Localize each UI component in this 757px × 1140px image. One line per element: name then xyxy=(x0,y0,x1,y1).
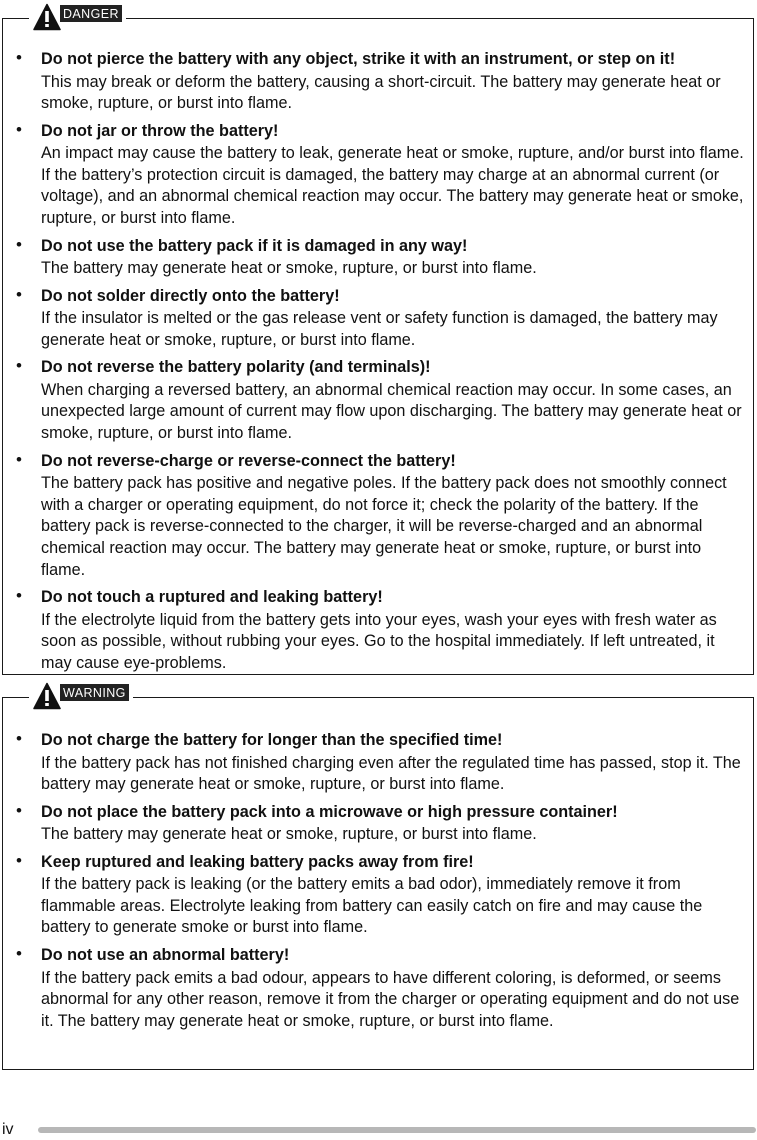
item-title: Do not use the battery pack if it is damaged in any way! xyxy=(41,236,468,255)
list-item xyxy=(3,800,753,846)
item-body: The battery pack has positive and negative poles. If the battery pack does not smoothly connect with a charger or operating equipment, do not force it; check the polarity of the battery. If the battery pack is reverse-connected to the charger, it will be reverse-charged and an abnormal chemical reaction may occur. The battery may generate heat or smoke, rupture, or burst into flame. xyxy=(41,474,727,579)
item-title: Keep ruptured and leaking battery packs away from fire! xyxy=(41,852,474,871)
list-item xyxy=(3,449,753,581)
item-title: Do not pierce the battery with any object, strike it with an instrument, or step on it! xyxy=(41,50,676,68)
warning-list xyxy=(3,728,753,1036)
item-title: Do not jar or throw the battery! xyxy=(41,121,279,140)
danger-label: DANGER xyxy=(60,5,122,22)
danger-list xyxy=(3,47,753,678)
bullet: • xyxy=(16,729,22,748)
bullet: • xyxy=(16,48,22,67)
item-body: The battery may generate heat or smoke, rupture, or burst into flame. xyxy=(41,259,537,278)
list-item xyxy=(3,47,753,115)
item-title: Do not use an abnormal battery! xyxy=(41,946,290,965)
item-title: Do not reverse the battery polarity (and terminals)! xyxy=(41,358,431,377)
list-item xyxy=(3,850,753,939)
bullet: • xyxy=(16,119,22,139)
bullet: • xyxy=(16,944,22,964)
list-item xyxy=(3,284,753,352)
list-item xyxy=(3,943,753,1032)
item-title: Do not solder directly onto the battery! xyxy=(41,286,340,305)
footer-rule xyxy=(38,1127,756,1133)
danger-badge xyxy=(29,3,126,33)
item-body: If the battery pack emits a bad odour, appears to have different coloring, is deformed, or seems abnormal for any other reason, remove it from the charger or operating equipment and do not use it. The battery may generate heat or smoke, rupture, or burst into flame. xyxy=(41,968,740,1030)
item-title: Do not reverse-charge or reverse-connect the battery! xyxy=(41,451,456,470)
warning-badge xyxy=(29,682,133,712)
list-item xyxy=(3,728,753,796)
list-item xyxy=(3,585,753,674)
item-title: Do not charge the battery for longer than the specified time! xyxy=(41,731,503,749)
bullet: • xyxy=(16,800,22,820)
bullet: • xyxy=(16,234,22,254)
list-item xyxy=(3,119,753,230)
list-item xyxy=(3,355,753,444)
warning-triangle-icon xyxy=(33,3,61,31)
list-item xyxy=(3,234,753,280)
item-body: If the electrolyte liquid from the battery gets into your eyes, wash your eyes with fresh water as soon as possible, without rubbing your eyes. Go to the hospital immediately. If left untreated, it may cause eye-problems. xyxy=(41,610,717,672)
item-body: If the battery pack has not finished charging even after the regulated time has passed, stop it. The battery may generate heat or smoke, rupture, or burst into flame. xyxy=(41,753,741,794)
warning-triangle-icon xyxy=(33,682,61,710)
warning-label: WARNING xyxy=(60,684,129,701)
bullet: • xyxy=(16,586,22,606)
danger-section xyxy=(2,7,754,675)
bullet: • xyxy=(16,449,22,469)
warning-section xyxy=(2,686,754,1070)
item-title: Do not place the battery pack into a microwave or high pressure container! xyxy=(41,802,618,821)
item-body: This may break or deform the battery, causing a short-circuit. The battery may generate heat or smoke, rupture, or burst into flame. xyxy=(41,72,721,113)
item-body: If the battery pack is leaking (or the battery emits a bad odor), immediately remove it from flammable areas. Electrolyte leaking from battery can easily catch on fire and may cause the battery to generate smoke or burst into flame. xyxy=(41,875,703,937)
bullet: • xyxy=(16,284,22,304)
item-body: An impact may cause the battery to leak, generate heat or smoke, rupture, and/or burst into flame. If the battery’s protection circuit is damaged, the battery may charge at an abnormal current (or voltage), and an abnormal chemical reaction may occur. The battery may generate heat or smoke, rupture, or burst into flame. xyxy=(41,144,744,227)
item-body: The battery may generate heat or smoke, rupture, or burst into flame. xyxy=(41,825,537,844)
page-number: iv xyxy=(2,1121,14,1138)
item-title: Do not touch a ruptured and leaking battery! xyxy=(41,588,383,607)
item-body: When charging a reversed battery, an abnormal chemical reaction may occur. In some cases, an unexpected large amount of current may flow upon discharging. The battery may generate heat or smoke, rupture, or burst into flame. xyxy=(41,380,742,443)
bullet: • xyxy=(16,850,22,870)
bullet: • xyxy=(16,356,22,376)
item-body: If the insulator is melted or the gas release vent or safety function is damaged, the battery may generate heat or smoke, rupture, or burst into flame. xyxy=(41,309,718,349)
